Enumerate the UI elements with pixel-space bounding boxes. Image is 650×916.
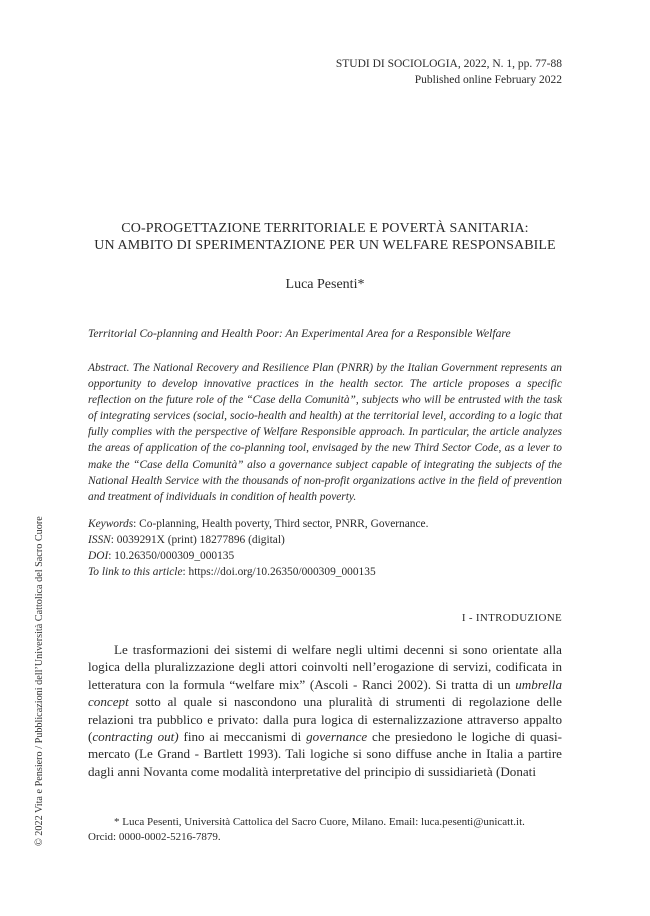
doi-value: : 10.26350/000309_000135 [108, 550, 235, 562]
body-text-part-3: fino ai meccanismi di [178, 729, 307, 745]
issn-line [88, 532, 562, 548]
english-title: Territorial Co-planning and Health Poor: An Experimental Area for a Responsible Welfare [88, 327, 511, 340]
keywords-label: Keywords [88, 518, 134, 530]
section-heading: I - INTRODUZIONE [461, 612, 562, 624]
copyright-sidebar: © 2022 Vita e Pensiero / Pubblicazioni dell’Università Cattolica del Sacro Cuore [34, 516, 45, 846]
journal-citation: STUDI DI SOCIOLOGIA, 2022, N. 1, pp. 77-88 [335, 58, 562, 70]
footnote-affiliation: * Luca Pesenti, Università Cattolica del Sacro Cuore, Milano. Email: luca.pesenti@unicatt.it. [114, 816, 525, 828]
link-value[interactable]: : https://doi.org/10.26350/000309_000135 [182, 566, 376, 578]
article-title-line-2: UN AMBITO DI SPERIMENTAZIONE PER UN WELFARE RESPONSABILE [94, 238, 556, 253]
link-line [88, 564, 562, 580]
article-title-line-1: CO-PROGETTAZIONE TERRITORIALE E POVERTÀ SANITARIA: [121, 221, 529, 236]
footnote-orcid: Orcid: 0000-0002-5216-7879. [88, 831, 221, 843]
journal-header [336, 56, 562, 88]
publication-date: Published online February 2022 [414, 74, 562, 86]
abstract-text: Abstract. The National Recovery and Resilience Plan (PNRR) by the Italian Government represents an opportunity to develop innovative practices in the health sector. The article proposes a specific reflection on the future role of the “Case della Comunità”, subjects who will be entrusted with the task of integrating services (social, socio-health and health) at the territorial level, according to a logic that fully complies with the perspective of Welfare Responsible approach. In particular, the article analyzes the areas of application of the co-planning tool, envisaged by the new Third Sector Code, as a lever to make the “Case della Comunità” also a governance subject capable of integrating the subjects of the National Health Service with the thousands of non-profit organizations active in the field of prevention and treatment of individuals in condition of health poverty. [88, 362, 562, 503]
footnote [88, 815, 562, 845]
link-label: To link to this article [88, 566, 183, 578]
doi-label: DOI [88, 550, 109, 562]
article-title [88, 220, 562, 254]
article-author: Luca Pesenti* [285, 277, 365, 292]
body-paragraph [88, 641, 562, 780]
body-text-part-2: sotto al quale si nascondono una pluralità di strumenti di regolazione delle relazioni tra pubblico e privato: dalla pura logica di esternalizzazione attraverso appalto ( [88, 694, 562, 745]
keywords-value: : Co-planning, Health poverty, Third sector, PNRR, Governance. [133, 518, 429, 530]
body-emphasis-3: governance [306, 729, 368, 745]
body-text-part-1: Le trasformazioni dei sistemi di welfare negli ultimi decenni si sono orientate alla logica della pluralizzazione degli attori coinvolti nell’erogazione di servizi, codificata in letteratura con la formula “welfare mix” (Ascoli - Ranci 2002). Si tratta di un [88, 642, 562, 692]
body-emphasis-1: umbrella concept [88, 676, 562, 710]
doi-line [88, 548, 562, 564]
body-emphasis-2: contracting out) [92, 729, 179, 745]
issn-value: : 0039291X (print) 18277896 (digital) [110, 534, 285, 546]
article-metadata [88, 516, 562, 580]
keywords-line [88, 516, 562, 532]
issn-label: ISSN [88, 534, 111, 546]
body-text-part-4: che presiedono le logiche di quasi-mercato (Le Grand - Bartlett 1993). Tali logiche si sono diffuse anche in Italia a partire dagli anni Novanta come modalità interpretative del principio di sussidiarietà (Donati [88, 729, 562, 779]
